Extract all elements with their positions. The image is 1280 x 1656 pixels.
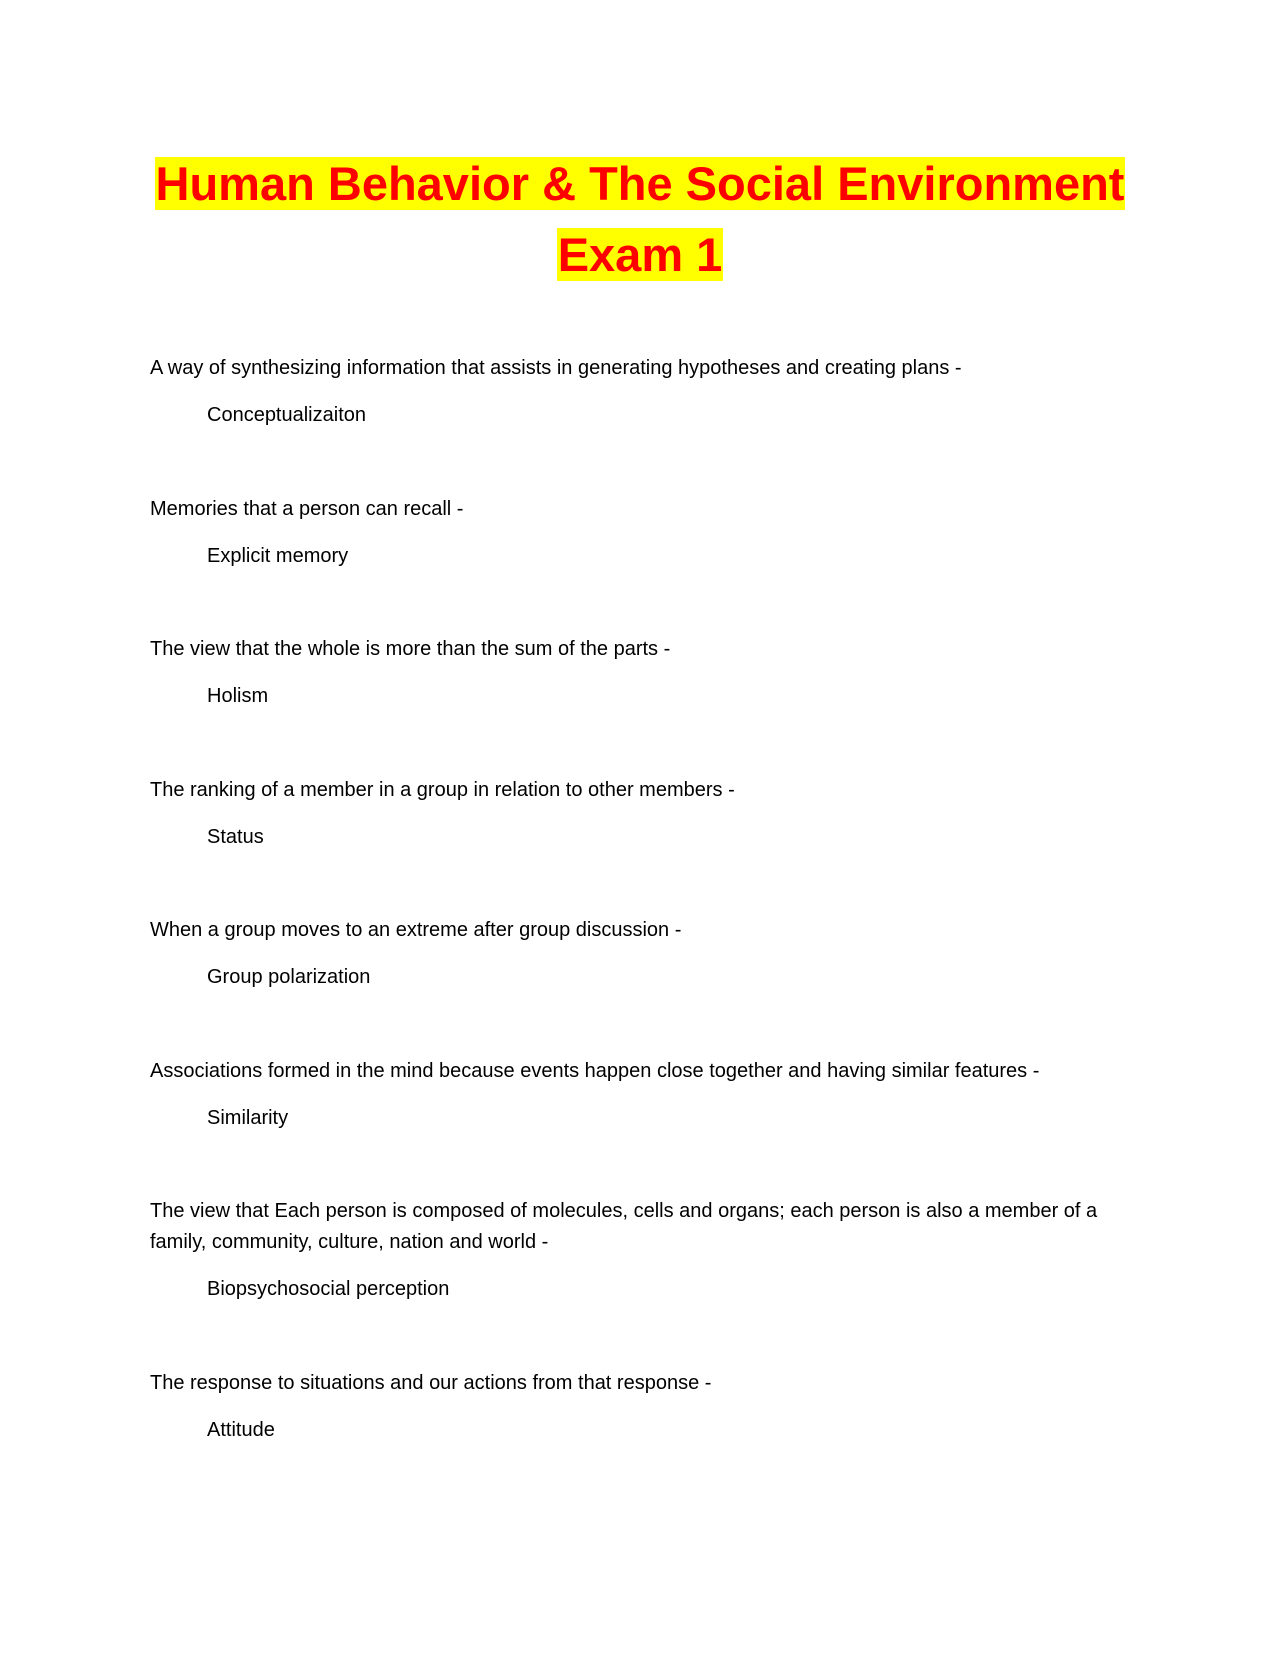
answer-text: Biopsychosocial perception [207, 1278, 450, 1300]
question-text: The view that Each person is composed of molecules, cells and organs; each person is also a member of a family, community, culture, nation and world - [150, 1200, 1098, 1253]
document-title [140, 148, 1140, 290]
qa-item [150, 775, 1125, 916]
answer-text: Similarity [207, 1106, 289, 1129]
qa-list [150, 353, 1125, 1509]
question-text: Associations formed in the mind because events happen close together and having similar features - [150, 1059, 1040, 1082]
title-line-2: Exam 1 [557, 228, 723, 281]
answer-text: Conceptualizaiton [207, 404, 366, 426]
question-text: The ranking of a member in a group in relation to other members - [150, 778, 735, 801]
title-line-1: Human Behavior & The Social Environment [155, 157, 1125, 210]
qa-item [150, 1368, 1125, 1509]
question-text: When a group moves to an extreme after group discussion - [150, 919, 682, 941]
qa-item [150, 1056, 1125, 1197]
qa-item [150, 353, 1125, 494]
answer-text: Attitude [207, 1419, 275, 1441]
question-text: The response to situations and our actions from that response - [150, 1372, 712, 1394]
answer-text: Explicit memory [207, 544, 349, 567]
answer-text: Group polarization [207, 966, 371, 988]
answer-text: Status [207, 825, 264, 848]
qa-item [150, 915, 1125, 1056]
qa-item [150, 1196, 1125, 1368]
qa-item [150, 494, 1125, 635]
question-text: A way of synthesizing information that assists in generating hypotheses and creating plans - [150, 357, 962, 379]
question-text: The view that the whole is more than the sum of the parts - [150, 638, 671, 660]
qa-item [150, 634, 1125, 775]
answer-text: Holism [207, 685, 269, 707]
question-text: Memories that a person can recall - [150, 497, 464, 520]
